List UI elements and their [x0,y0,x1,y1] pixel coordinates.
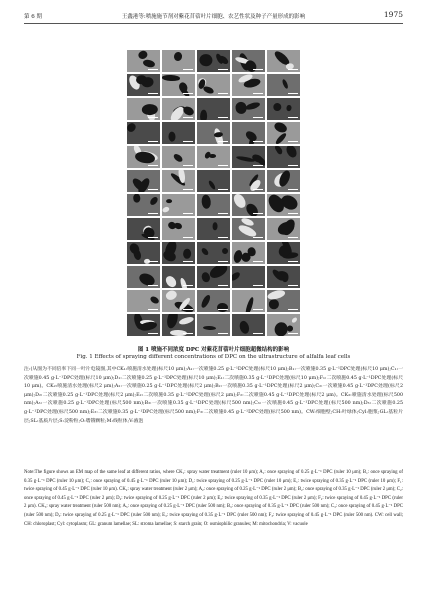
micrograph-panel [197,146,230,168]
organelle-shape [200,109,207,120]
micrograph-panel [267,218,300,240]
micrograph-panel [162,290,195,312]
scale-bar [253,69,263,70]
scale-bar [218,69,228,70]
micrograph-panel [232,122,265,144]
scale-bar [253,213,263,214]
running-title: 王鑫港等:喷施施节剂对紫花苜蓿叶片细胞、农艺性状及种子产量形成的影响 [121,14,306,20]
micrograph-panel [267,98,300,120]
scale-bar [148,261,158,262]
micrograph-panel [267,242,300,264]
scale-bar [288,333,298,334]
micrograph-panel [197,242,230,264]
figure-caption-cn: 图 1 喷施不同浓度 DPC 对紫花苜蓿叶片细胞超微结构的影响 [137,347,290,353]
organelle-shape [269,299,280,309]
micrograph-figure [124,50,304,340]
running-header [24,10,403,24]
organelle-shape [207,180,216,191]
scale-bar [183,189,193,190]
scale-bar [253,333,263,334]
scale-bar [253,189,263,190]
micrograph-panel [127,242,160,264]
micrograph-panel [232,314,265,336]
scale-bar [218,117,228,118]
micrograph-panel [232,194,265,216]
organelle-shape [221,247,229,255]
organelle-shape [165,290,178,302]
scale-bar [218,213,228,214]
scale-bar [148,165,158,166]
micrograph-panel [162,194,195,216]
organelle-shape [142,104,158,116]
scale-bar [148,189,158,190]
organelle-shape [200,293,212,308]
organelle-shape [148,195,159,206]
scale-bar [253,237,263,238]
micrograph-panel [197,218,230,240]
organelle-shape [164,274,178,288]
scale-bar [288,213,298,214]
scale-bar [148,309,158,310]
figure-caption-en: Fig. 1 Effects of spraying different concentrations of DPC on the ultrastructure of alfalfa leaf cells [76,354,351,360]
micrograph-panel [162,74,195,96]
micrograph-panel [197,314,230,336]
micrograph-panel [232,98,265,120]
micrograph-panel [267,290,300,312]
scale-bar [218,237,228,238]
organelle-shape [273,122,289,135]
scale-bar [253,261,263,262]
micrograph-panel [162,146,195,168]
micrograph-panel [197,50,230,72]
scale-bar [218,141,228,142]
micrograph-panel [127,170,160,192]
micrograph-panel [267,74,300,96]
organelle-shape [162,75,180,81]
organelle-shape [287,105,292,112]
scale-bar [148,69,158,70]
scale-bar [148,285,158,286]
organelle-shape [217,303,228,312]
scale-bar [253,93,263,94]
scale-bar [253,165,263,166]
micrograph-panel [162,50,195,72]
organelle-shape [165,314,179,329]
organelle-shape [173,52,183,62]
scale-bar [218,333,228,334]
scale-bar [253,309,263,310]
micrograph-panel [267,122,300,144]
scale-bar [183,237,193,238]
organelle-shape [183,248,191,259]
scale-bar [148,117,158,118]
organelle-shape [200,195,211,210]
organelle-shape [213,222,218,230]
organelle-shape [182,105,195,117]
micrograph-panel [127,290,160,312]
scale-bar [218,165,228,166]
scale-bar [148,237,158,238]
organelle-shape [143,59,156,68]
scale-bar [183,141,193,142]
organelle-shape [274,146,283,155]
scale-bar [218,261,228,262]
organelle-shape [203,326,216,331]
micrograph-panel [232,146,265,168]
micrograph-panel [162,242,195,264]
scale-bar [288,237,298,238]
scale-bar [183,333,193,334]
micrograph-panel [267,314,300,336]
organelle-shape [199,53,213,67]
scale-bar [288,261,298,262]
micrograph-panel [232,266,265,288]
organelle-shape [178,316,194,326]
micrograph-panel [162,266,195,288]
micrograph-panel [267,50,300,72]
scale-bar [253,141,263,142]
issue-number: 第 6 期 [24,14,42,20]
organelle-shape [179,277,188,288]
micrograph-panel [267,170,300,192]
figure-note-en: Note:The figure shows an EM map of the same leaf at different ratios, where CK₁: spray water treatment (ruler 10 μm); A₁: once spraying of 0.25 g·L⁻¹ DPC (ruler 10 μm); B₁: once spraying of 0.35 g·L⁻¹ DPC (ruler 10 μm); C₁: once spraying of 0.45 g·L⁻¹ DPC (ruler 10 μm); D₁: twice spraying of 0.25 g·L⁻¹ DPC (ruler 10 μm); E₁: twice spraying of 0.35 g·L⁻¹ DPC (ruler 10 μm); F₁: twice spraying of 0.45 g·L⁻¹ DPC (ruler 10 μm). CK₂: spray water treatment (ruler 2 μm); A₂: once spraying of 0.25 g·L⁻¹ DPC (ruler 2 μm); B₂: once spraying of 0.35 g·L⁻¹ DPC (ruler 2 μm); C₂: once spraying of 0.45 g·L⁻¹ DPC (ruler 2 μm); D₂: twice spraying of 0.25 g·L⁻¹ DPC (ruler 2 μm); E₂: twice spraying of 0.35 g·L⁻¹ DPC (ruler 2 μm); F₂: twice spraying of 0.45 g·L⁻¹ DPC (ruler 2 μm). CK₃: spray water treatment (ruler 500 nm); A₃: once spraying of 0.25 g·L⁻¹ DPC (ruler 500 nm); B₃: once spraying of 0.35 g·L⁻¹ DPC (ruler 500 nm); C₃: once spraying of 0.45 g·L⁻¹ DPC (ruler 500 nm); D₃: twice spraying of 0.25 g·L⁻¹ DPC (ruler 500 nm); E₃: twice spraying of 0.35 g·L⁻¹ DPC (ruler 500 nm); F₃: twice spraying of 0.45 g·L⁻¹ DPC (ruler 500 nm). CW: cell wall; CH: chloroplast; Cyl: cytoplasm; GL: granum lamellae; SL: stroma lamellae; S: starch grain; O: osmiophilic granules; M: mitochondria; V: vacuole [24,470,403,527]
micrograph-panel [267,194,300,216]
organelle-shape [274,132,287,144]
organelle-shape [285,146,299,160]
organelle-shape [273,103,282,111]
micrograph-panel [127,50,160,72]
micrograph-panel [232,74,265,96]
micrograph-panel [162,218,195,240]
micrograph-panel [197,266,230,288]
micrograph-panel [197,98,230,120]
micrograph-panel [127,98,160,120]
scale-bar [183,165,193,166]
figure-note-cn: 注:(从图为不同倍率下同一叶片电镜图,其中CK₁:喷施清水处理(标尺10 μm);A₁:一次喷施0.25 g·L⁻¹DPC处理(标尺10 μm);B₁:一次喷施0.35 g·L⁻¹DPC处理(标尺10 μm);C₁:一次喷施0.45 g·L⁻¹DPC处理(标尺10 μm);D₁:二次喷施0.25 g·L⁻¹DPC处理(标尺10 μm);E₁:二次喷施0.35 g·L⁻¹DPC处理(标尺10 μm);F₁:二次喷施0.45 g·L⁻¹DPC处理(标尺10 μm)。CK₂:喷施清水处理(标尺2 μm);A₂:一次喷施0.25 g·L⁻¹DPC处理(标尺2 μm);B₂:一次喷施0.35 g·L⁻¹DPC处理(标尺2 μm);C₂:一次喷施0.45 g·L⁻¹DPC处理(标尺2 μm);D₂:二次喷施0.25 g·L⁻¹DPC处理(标尺2 μm);E₂:二次喷施0.35 g·L⁻¹DPC处理(标尺2 μm);F₂:二次喷施0.45 g·L⁻¹DPC处理(标尺2 μm)。CK₃:喷施清水处理(标尺500 nm);A₃:一次喷施0.25 g·L⁻¹DPC处理(标尺500 nm);B₃:一次喷施0.35 g·L⁻¹DPC处理(标尺500 nm);C₃:一次喷施0.45 g·L⁻¹DPC处理(标尺500 nm);D₃:二次喷施0.25 g·L⁻¹DPC处理(标尺500 nm);E₃:二次喷施0.35 g·L⁻¹DPC处理(标尺500 nm);F₃:二次喷施0.45 g·L⁻¹DPC处理(标尺500 nm)。CW:细胞壁;CH:叶绿体;Cyl:胞浆;GL:基粒片层;SL:基质片层;S:淀粉粒;O:嗜锇颗粒;M:线粒体;V:液泡 [24,367,403,424]
scale-bar [183,93,193,94]
scale-bar [218,309,228,310]
micrograph-panel [127,314,160,336]
scale-bar [288,141,298,142]
scale-bar [148,333,158,334]
micrograph-panel [197,194,230,216]
organelle-shape [168,131,175,141]
scale-bar [183,117,193,118]
micrograph-panel [232,218,265,240]
micrograph-panel [197,170,230,192]
micrograph-panel [232,242,265,264]
scale-bar [148,141,158,142]
scale-bar [183,69,193,70]
scale-bar [288,69,298,70]
organelle-shape [214,53,224,65]
micrograph-panel [232,290,265,312]
micrograph-panel [197,290,230,312]
scale-bar [218,93,228,94]
organelle-shape [291,317,299,325]
micrograph-panel [162,98,195,120]
organelle-shape [208,266,230,281]
micrograph-panel [197,74,230,96]
micrograph-panel [197,122,230,144]
organelle-shape [281,78,289,89]
organelle-shape [127,122,138,133]
micrograph-panel [267,266,300,288]
scale-bar [288,117,298,118]
micrograph-panel [127,74,160,96]
scale-bar [218,285,228,286]
organelle-shape [239,320,251,335]
organelle-shape [166,199,172,203]
micrograph-panel [127,122,160,144]
scale-bar [288,189,298,190]
scale-bar [253,117,263,118]
micrograph-panel [162,314,195,336]
organelle-shape [234,100,248,114]
organelle-shape [200,247,209,256]
micrograph-panel [127,218,160,240]
scale-bar [183,261,193,262]
micrograph-panel [162,122,195,144]
organelle-shape [149,295,160,305]
scale-bar [288,165,298,166]
micrograph-grid [127,50,302,336]
scale-bar [148,213,158,214]
page-number: 1975 [383,10,403,19]
micrograph-panel [127,146,160,168]
scale-bar [183,309,193,310]
organelle-shape [232,271,242,283]
scale-bar [148,93,158,94]
organelle-shape [132,194,140,203]
scale-bar [288,93,298,94]
scale-bar [218,189,228,190]
scale-bar [288,285,298,286]
organelle-shape [162,205,170,213]
scale-bar [183,285,193,286]
organelle-shape [173,152,185,163]
organelle-shape [173,222,183,231]
scale-bar [253,285,263,286]
micrograph-panel [162,170,195,192]
micrograph-panel [127,194,160,216]
scale-bar [288,309,298,310]
scale-bar [183,213,193,214]
micrograph-panel [127,266,160,288]
micrograph-panel [232,50,265,72]
micrograph-panel [232,170,265,192]
micrograph-panel [267,146,300,168]
